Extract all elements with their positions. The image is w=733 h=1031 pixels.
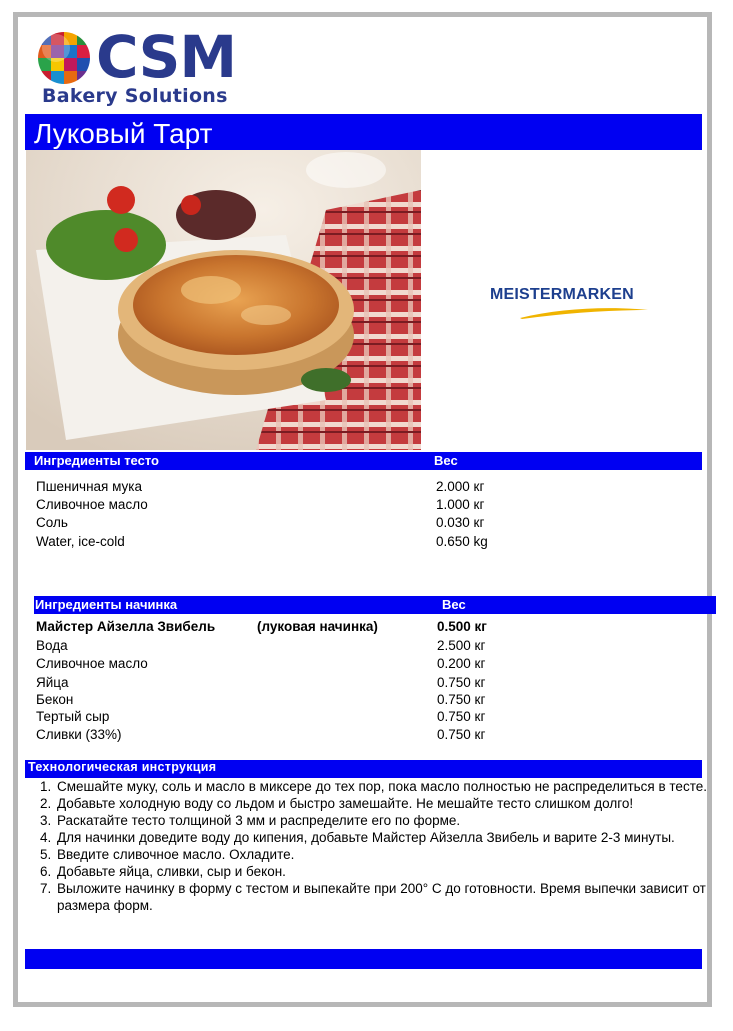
swoosh-icon <box>490 304 650 320</box>
filling-item-weight: 0.750 кг <box>437 727 486 742</box>
instruction-step: 2. Добавьте холодную воду со льдом и быстро замешайте. Не мешайте тесто слишком долго! <box>55 795 727 812</box>
filling-item-weight: 0.200 кг <box>437 656 486 671</box>
meistermarken-logo <box>490 286 650 320</box>
filling-item-name: Вода <box>36 638 68 653</box>
logo-globe-icon <box>38 32 90 84</box>
filling-weight-header: Вес <box>442 597 466 612</box>
logo-tagline: Bakery Solutions <box>42 85 228 107</box>
instructions-header: Технологическая инструкция <box>28 760 217 774</box>
dough-item-name: Сливочное масло <box>36 497 148 512</box>
instruction-step: 4. Для начинки доведите воду до кипения, добавьте Майстер Айзелла Звибель и варите 2-3 минуты. <box>55 829 727 846</box>
filling-item-name: Сливки (33%) <box>36 727 122 742</box>
instructions-list <box>30 778 727 914</box>
dough-item-name: Пшеничная мука <box>36 479 142 494</box>
filling-item-weight: 0.750 кг <box>437 692 486 707</box>
filling-item-name: Сливочное масло <box>36 656 148 671</box>
instruction-step: 5. Введите сливочное масло. Охладите. <box>55 846 727 863</box>
filling-main-item-weight: 0.500 кг <box>437 619 487 634</box>
instruction-step: 7. Выложите начинку в форму с тестом и выпекайте при 200° С до готовности. Время выпечки зависит от размера форм. <box>55 880 727 914</box>
page-title: Луковый Тарт <box>34 118 213 149</box>
filling-item-name: Яйца <box>36 675 69 690</box>
dough-item-weight: 0.030 кг <box>436 515 485 530</box>
filling-item-weight: 2.500 кг <box>437 638 486 653</box>
instruction-step: 1. Смешайте муку, соль и масло в миксере до тех пор, пока масло полностью не распределиться в тесте. <box>55 778 727 795</box>
filling-main-item-name: Майстер Айзелла Звибель <box>36 619 216 634</box>
meistermarken-wordmark: MEISTERMARKEN <box>490 286 634 303</box>
dough-weight-header: Вес <box>434 453 458 468</box>
filling-item-weight: 0.750 кг <box>437 675 486 690</box>
logo-wordmark: CSM <box>96 23 237 91</box>
footer-bar <box>25 949 702 969</box>
filling-header: Ингредиенты начинка <box>35 597 178 612</box>
filling-item-name: Бекон <box>36 692 74 707</box>
filling-main-item-note: (луковая начинка) <box>257 619 378 634</box>
onion-tart-photo <box>26 150 421 450</box>
filling-item-name: Тертый сыр <box>36 709 110 724</box>
instruction-step: 3. Раскатайте тесто толщиной 3 мм и распределите его по форме. <box>55 812 727 829</box>
dough-item-name: Соль <box>36 515 68 530</box>
instruction-step: 6. Добавьте яйца, сливки, сыр и бекон. <box>55 863 727 880</box>
dough-item-weight: 0.650 kg <box>436 534 488 549</box>
dough-item-name: Water, ice-cold <box>36 534 125 549</box>
dough-item-weight: 2.000 кг <box>436 479 485 494</box>
dough-header: Ингредиенты тесто <box>34 453 159 468</box>
dough-item-weight: 1.000 кг <box>436 497 485 512</box>
filling-item-weight: 0.750 кг <box>437 709 486 724</box>
